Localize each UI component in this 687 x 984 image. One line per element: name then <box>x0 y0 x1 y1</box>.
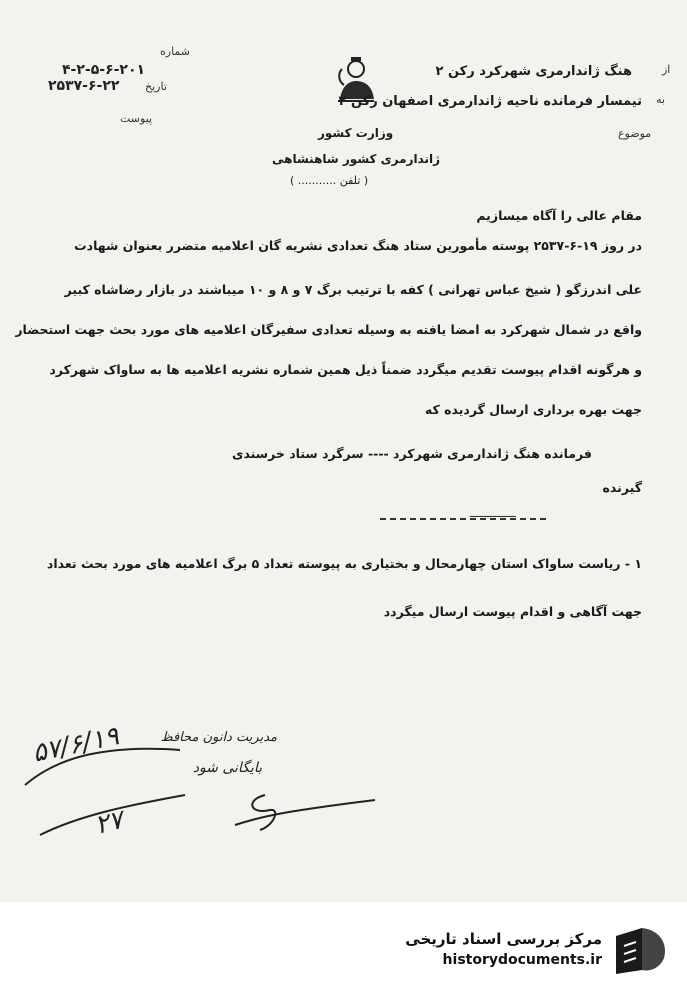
date-label: تاریخ <box>145 80 167 93</box>
cc-line-2: جهت آگاهی و اقدام پیوست ارسال میگردد <box>383 604 642 619</box>
handwritten-strokes-icon <box>20 735 190 855</box>
handwritten-note-2: بایگانی شود <box>192 760 262 776</box>
signature-line: فرمانده هنگ ژاندارمری شهرکرد ---- سرگرد ستاد خرسندی <box>232 446 592 461</box>
date-value: ۲۵۳۷-۶-۲۲ <box>48 78 120 94</box>
footer-url[interactable]: historydocuments.ir <box>442 952 602 968</box>
footer-center-name: مرکز بررسی اسناد تاریخی <box>405 930 602 948</box>
signature-scribble-icon <box>225 780 385 840</box>
to-line: تیمسار فرمانده ناحیه ژاندارمری اصفهان رکن ۲ <box>338 94 642 109</box>
archive-logo-icon <box>612 924 670 976</box>
phone-line: ( تلفن ........... ) <box>290 174 369 187</box>
body-line-3: واقع در شمال شهرکرد به امضا یافته به وسیله تعدادی سفیرگان اعلامیه های مورد بحث جهت استحضار <box>15 322 642 337</box>
from-label: از <box>662 63 671 76</box>
handwritten-number: ۲۷ <box>91 805 127 841</box>
ministry-title: وزارت کشور <box>318 126 394 140</box>
body-line-5: جهت بهره برداری ارسال گردیده که <box>424 402 642 417</box>
from-line: هنگ ژاندارمری شهرکرد رکن ۲ <box>435 64 632 79</box>
handwritten-date: ۵۷/۶/۱۹ <box>29 721 122 769</box>
body-line-2: علی اندرزگو ( شیخ عباس تهرانی ) کفه با ترتیب برگ ۷ و ۸ و ۱۰ میباشند در بازار رضاشاه کبیر <box>64 282 642 297</box>
separator-line <box>380 518 546 520</box>
recipients-label: گیرنده <box>602 480 642 495</box>
cc-line-1: ۱ - ریاست ساواک استان چهارمحال و بختیاری به پیوسته تعداد ۵ برگ اعلامیه های مورد بحث تعداد <box>46 556 642 571</box>
salutation: مقام عالی را آگاه میسازیم <box>476 208 642 223</box>
number-label: شماره <box>160 45 191 58</box>
to-label: به <box>656 93 665 106</box>
body-line-1: در روز ۱۹-۶-۲۵۳۷ پوسته مأمورین ستاد هنگ تعدادی نشریه گان اعلامیه متضرر بعنوان شهادت <box>74 238 642 253</box>
attachment-label: پیوست <box>120 112 153 125</box>
number-value: ۴-۲-۵-۶-۲۰۱ <box>62 62 146 78</box>
subject-label: موضوع <box>618 127 652 140</box>
body-line-4: و هرگونه اقدام پیوست تقدیم میگردد ضمناً ذیل همین شماره نشریه اعلامیه ها به ساواک شهرکرد <box>49 362 642 377</box>
handwritten-note-1: مدیریت دانون محافظ <box>160 730 277 745</box>
separator-text: ـــــــــــــ <box>470 506 516 520</box>
organization-title: ژاندارمری کشور شاهنشاهی <box>272 152 441 166</box>
